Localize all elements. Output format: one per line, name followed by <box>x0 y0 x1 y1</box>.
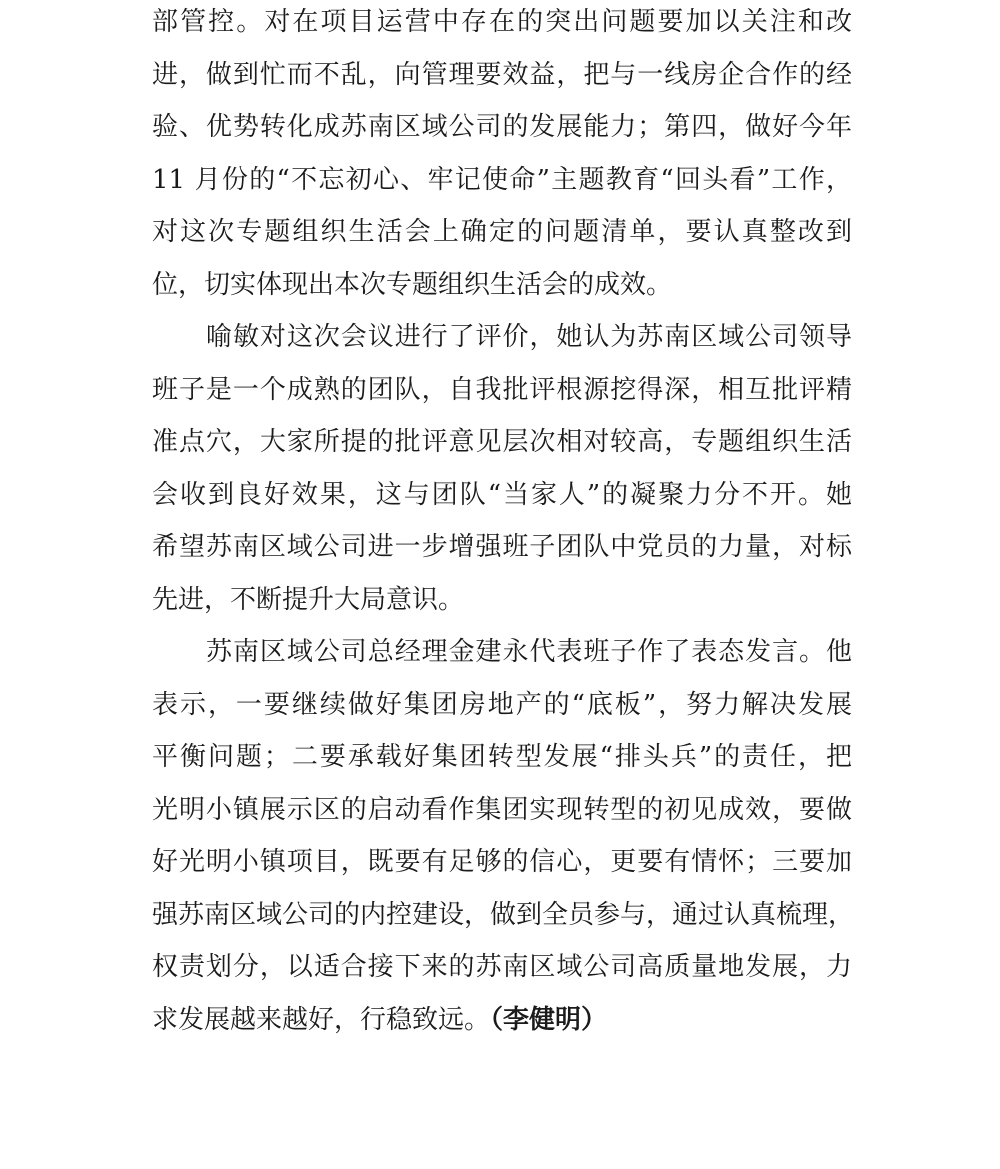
text-line: 11 月份的“不忘初心、牢记使命”主题教育“回头看”工作， <box>152 164 852 195</box>
text-line: 部管控。对在项目运营中存在的突出问题要加以关注和改 <box>152 7 852 37</box>
text-line: 班子是一个成熟的团队，自我批评根源挖得深，相互批评精 <box>152 374 852 405</box>
text-line: 权责划分，以适合接下来的苏南区域公司高质量地发展，力 <box>152 952 852 982</box>
paragraph <box>152 626 855 1046</box>
text-line: 强苏南区域公司的内控建设，做到全员参与，通过认真梳理， <box>152 899 855 930</box>
text-line: 位，切实体现出本次专题组织生活会的成效。 <box>152 269 673 300</box>
text-line: 平衡问题；二要承载好集团转型发展“排头兵”的责任，把 <box>152 742 852 772</box>
text-line: 表示，一要继续做好集团房地产的“底板”，努力解决发展 <box>152 689 852 720</box>
text-line: 光明小镇展示区的启动看作集团实现转型的初见成效，要做 <box>152 794 852 825</box>
text-line: 好光明小镇项目，既要有足够的信心，更要有情怀；三要加 <box>152 847 852 877</box>
text-line: 会收到良好效果，这与团队“当家人”的凝聚力分不开。她 <box>152 479 852 510</box>
author-byline: （李健明） <box>490 1004 608 1035</box>
text-line: 对这次专题组织生活会上确定的问题清单，要认真整改到 <box>152 217 852 247</box>
text-line-content: 求发展越来越好，行稳致远。 <box>152 1004 491 1035</box>
text-line: 准点穴，大家所提的批评意见层次相对较高，专题组织生活 <box>152 427 852 457</box>
text-line: 进，做到忙而不乱，向管理要效益，把与一线房企合作的经 <box>152 59 852 90</box>
paragraph <box>152 311 852 626</box>
text-line: 验、优势转化成苏南区域公司的发展能力；第四，做好今年 <box>152 112 852 142</box>
text-line: 苏南区域公司总经理金建永代表班子作了表态发言。他 <box>206 637 852 667</box>
text-line: 先进，不断提升大局意识。 <box>152 584 465 615</box>
paragraph <box>152 0 852 311</box>
text-line: 喻敏对这次会议进行了评价，她认为苏南区域公司领导 <box>206 322 852 352</box>
text-line <box>152 994 852 1047</box>
document-page <box>152 0 855 1046</box>
text-line: 希望苏南区域公司进一步增强班子团队中党员的力量，对标 <box>152 532 852 562</box>
